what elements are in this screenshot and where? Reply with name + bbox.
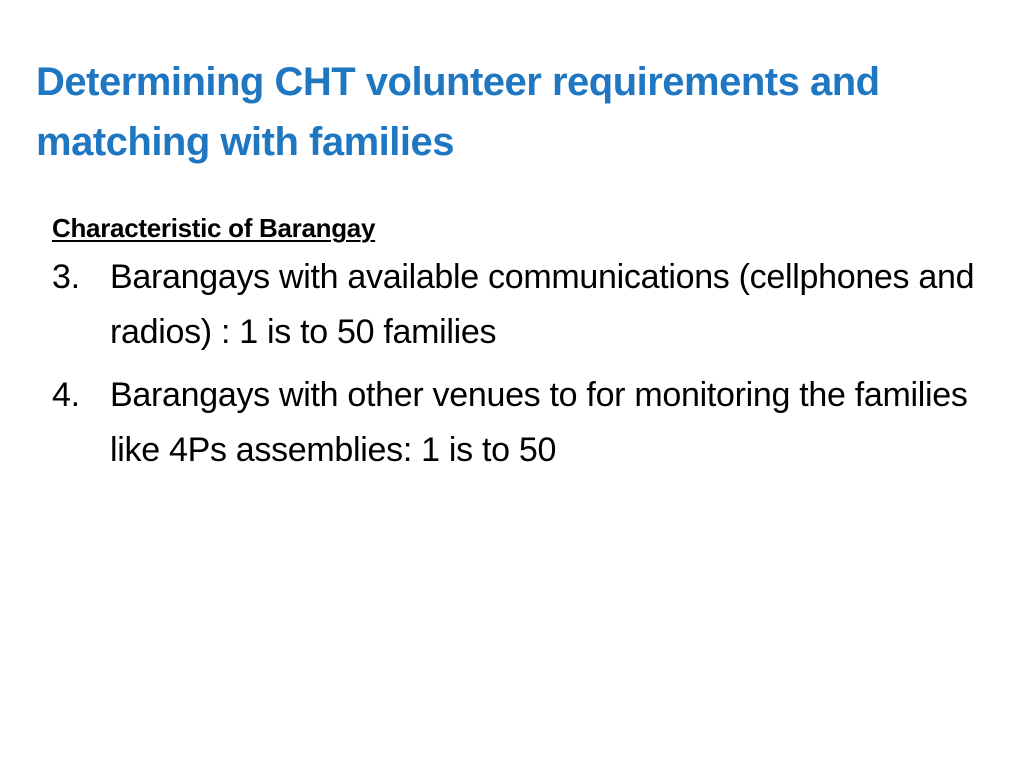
slide-content (52, 208, 992, 478)
list-item-text: Barangays with other venues to for monitoring the families like 4Ps assemblies: 1 is to 50 (110, 376, 968, 469)
section-heading: Characteristic of Barangay (52, 213, 376, 243)
list-item-3 (52, 250, 992, 360)
list-item-text: Barangays with available communications (cellphones and radios) : 1 is to 50 families (110, 258, 975, 351)
slide-title: Determining CHT volunteer requirements and matching with families (36, 60, 880, 164)
list-item-number: 3. (52, 258, 80, 296)
list-item-4 (52, 368, 992, 478)
list-item-number: 4. (52, 376, 80, 414)
numbered-list (52, 250, 992, 478)
